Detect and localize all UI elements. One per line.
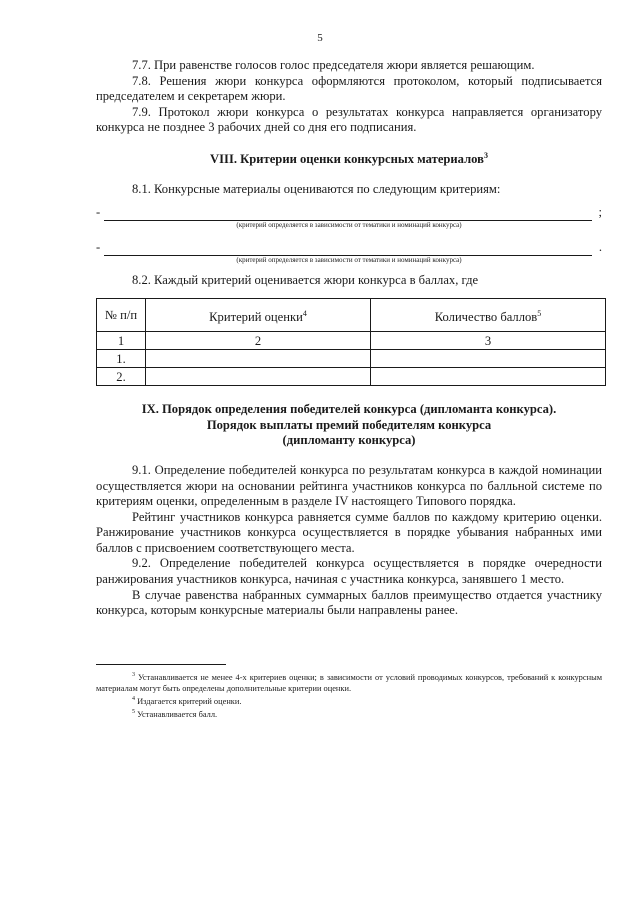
- table-cell: 2.: [97, 368, 146, 386]
- criterion-line-2: - .: [96, 239, 602, 254]
- table-cell: 2: [146, 332, 371, 350]
- table-index-row: [97, 332, 606, 350]
- footnote-ref-3: 3: [483, 150, 488, 160]
- footnote-4: $^4$ Издагается критерий оценки.: [132, 695, 242, 706]
- section-9-heading-line-3: (дипломанту конкурса): [282, 433, 416, 448]
- footnote-5: $^5$ Устанавливается балл.: [132, 708, 218, 719]
- table-cell: [371, 350, 606, 368]
- criterion-caption-1: (критерий определяется в зависимости от тематики и номинаций конкурса): [236, 220, 462, 229]
- paragraph-7-7: 7.7. При равенстве голосов голос председателя жюри является решающим.: [132, 58, 535, 72]
- table-cell: [371, 368, 606, 386]
- table-row: [97, 350, 606, 368]
- section-9-heading-line-1: IX. Порядок определения победителей конкурса (дипломанта конкурса).: [141, 402, 557, 417]
- table-row: [97, 368, 606, 386]
- header-points: Количество баллов$^5$: [371, 299, 606, 332]
- page-number: 5: [317, 32, 323, 44]
- paragraph-equal-points: В случае равенства набранных суммарных баллов преимущество отдается участнику конкурса, которым конкурсные материалы были направлены ранее.: [96, 587, 602, 618]
- paragraph-7-9: 7.9. Протокол жюри конкурса о результатах конкурса направляется организатору конкурса не позднее 3 рабочих дней со дня его подписания.: [96, 104, 602, 135]
- criterion-caption-2: (критерий определяется в зависимости от тематики и номинаций конкурса): [236, 255, 462, 264]
- footnote-divider: [96, 664, 226, 665]
- table-cell: 1: [97, 332, 146, 350]
- table-cell: 1.: [97, 350, 146, 368]
- section-9-heading-line-2: Порядок выплаты премий победителям конкурса: [206, 417, 492, 432]
- paragraph-8-1: 8.1. Конкурсные материалы оцениваются по следующим критериям:: [132, 181, 501, 196]
- paragraph-8-2: 8.2. Каждый критерий оценивается жюри конкурса в баллах, где: [132, 272, 479, 287]
- criteria-table: [96, 298, 606, 386]
- footnote-3: $^3$ Устанавливается не менее 4-х критериев оценки; в зависимости от условий проводимых конкурсов, требований к конкурсным материалам могут быть определены дополнительные критерии оценки.: [96, 672, 603, 693]
- table-cell: 3: [371, 332, 606, 350]
- section-8-heading: VIII. Критерии оценки конкурсных материалов$^3$: [210, 150, 488, 167]
- paragraph-rating: Рейтинг участников конкурса равняется сумме баллов по каждому критерию оценки. Ранжирование участников конкурса осуществляется в порядке убывания набранных ими баллов с присвоением соответствующего места.: [96, 509, 602, 555]
- paragraph-9-2: 9.2. Определение победителей конкурса осуществляется в порядке очередности ранжирования участников конкурса, начиная с участника конкурса, занявшего 1 место.: [96, 556, 602, 587]
- table-cell: [146, 368, 371, 386]
- header-number: № п/п: [97, 299, 146, 332]
- table-cell: [146, 350, 371, 368]
- table-header-row: [97, 299, 606, 332]
- paragraph-7-8: 7.8. Решения жюри конкурса оформляются протоколом, который подписывается председателем и секретарем жюри.: [96, 73, 602, 104]
- paragraph-9-1: 9.1. Определение победителей конкурса по результатам конкурса в каждой номинации осуществляется жюри на основании рейтинга участников конкурса по балльной системе по критериям оценки, определенным в разделе IV настоящего Типового порядка.: [96, 462, 602, 509]
- document-body: [96, 58, 602, 619]
- footnotes: [96, 670, 602, 719]
- criterion-line-1: - ;: [96, 205, 602, 220]
- header-criterion: Критерий оценки$^4$: [146, 299, 371, 332]
